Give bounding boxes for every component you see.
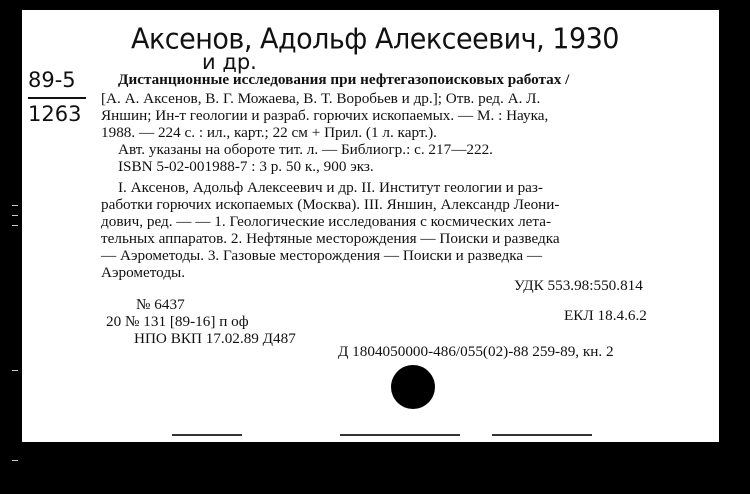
edge-mark [12,215,18,216]
handwritten-idr: и др. [202,50,257,74]
card-line-9: дович, ред. — — 1. Геологические исследования с космических лета- [101,213,552,230]
edge-mark [12,225,18,226]
card-npo: НПО ВКП 17.02.89 Д487 [134,330,296,347]
bottom-rule [492,434,592,436]
edge-mark [12,460,18,461]
card-line-4: 1988. — 224 с. : ил., карт.; 22 см + Прил. (1 л. карт.). [101,124,437,141]
catalog-card [22,10,719,442]
edge-mark [12,370,18,371]
handwritten-author: Аксенов, Адольф Алексеевич, 1930 [131,23,619,56]
punch-hole [391,365,435,409]
card-line-isbn: ISBN 5-02-001988-7 : 3 р. 50 к., 900 экз. [118,158,374,175]
handwritten-code-bottom: 1263 [28,102,82,126]
card-line-8: работки горючих ископаемых (Москва). III. Яншин, Александр Леони- [101,196,560,213]
card-line-3: Яншин; Ин-т геологии и разраб. горючих ископаемых. — М. : Наука, [101,107,549,124]
card-line-12: Аэрометоды. [101,264,186,281]
card-line-10: тельных аппаратов. 2. Нефтяные месторождения — Поиски и разведка [101,230,560,247]
card-line-7: I. Аксенов, Адольф Алексеевич и др. II. Институт геологии и раз- [118,179,543,196]
card-number: № 6437 [136,296,185,313]
card-d-code: Д 1804050000-486/055(02)-88 259-89, кн. 2 [338,343,614,360]
card-udk: УДК 553.98:550.814 [514,277,643,294]
card-ekl: ЕКЛ 18.4.6.2 [564,307,647,324]
card-line-20: 20 № 131 [89-16] п оф [106,313,249,330]
card-title: Дистанционные исследования при нефтегазопоисковых работах / [118,71,570,88]
bottom-rule [340,434,460,436]
scanner-edge [0,0,22,494]
edge-mark [12,205,18,206]
card-line-5: Авт. указаны на обороте тит. л. — Библиогр.: с. 217—222. [118,141,493,158]
handwritten-code-top: 89-5 [28,68,76,92]
card-line-11: — Аэрометоды. 3. Газовые месторождения — Поиски и разведка — [101,247,543,264]
handwritten-underline [28,97,86,99]
bottom-rule [172,434,242,436]
card-line-2: [А. А. Аксенов, В. Г. Можаева, В. Т. Воробьев и др.]; Отв. ред. А. Л. [101,90,541,107]
